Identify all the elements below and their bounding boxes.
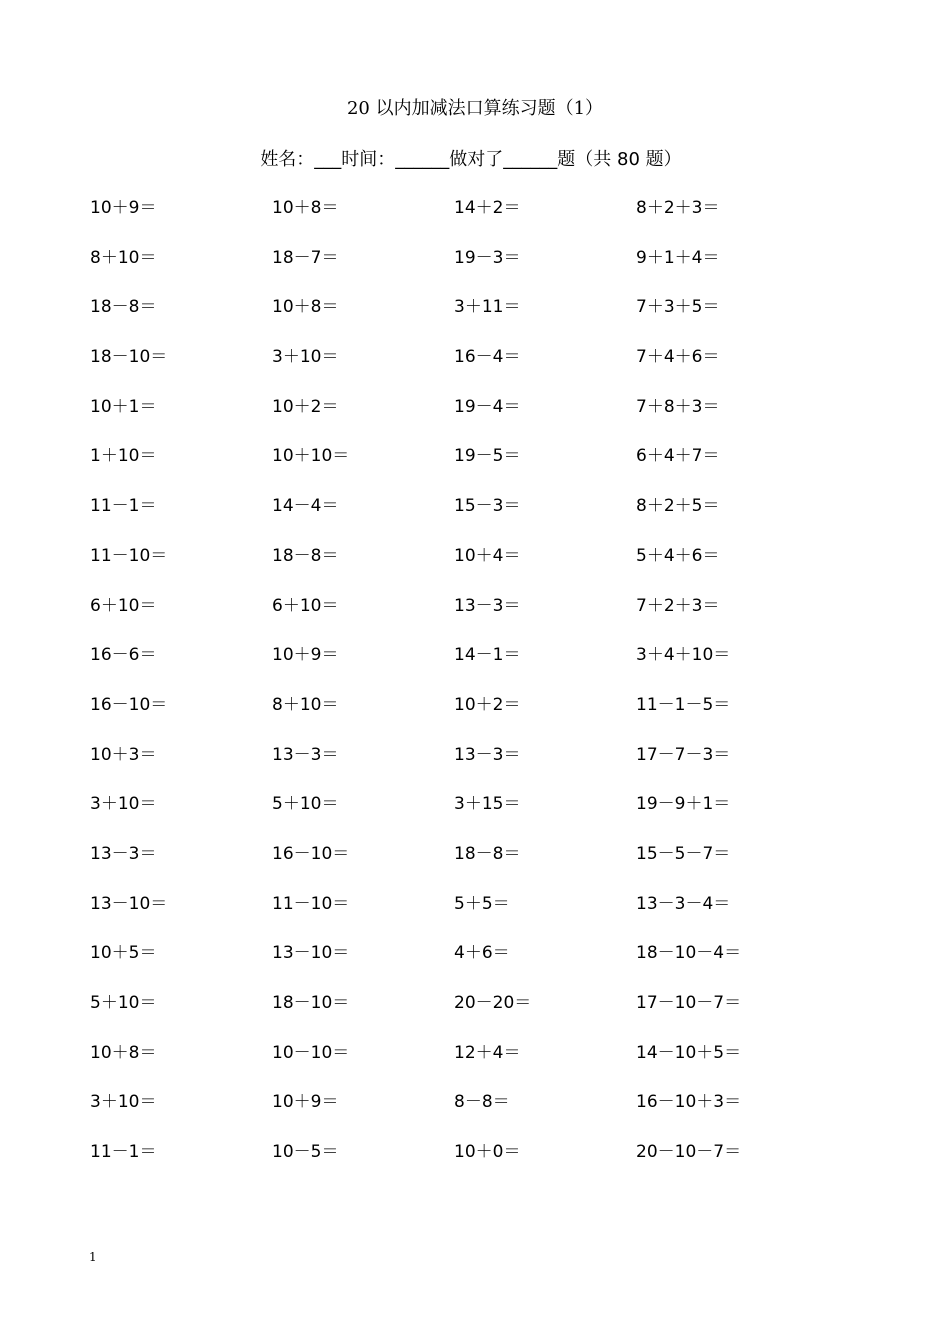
math-problem: 8＋2＋5＝ — [636, 496, 720, 517]
math-problem: 5＋5＝ — [454, 893, 510, 914]
math-problem: 16－10＝ — [90, 694, 168, 715]
math-problem: 16－4＝ — [454, 347, 521, 368]
math-problem: 18－8＝ — [454, 843, 521, 864]
math-problem: 14＋2＝ — [454, 198, 521, 218]
math-problem: 14－10＋5＝ — [636, 1042, 742, 1063]
math-problem: 10＋0＝ — [454, 1142, 521, 1163]
math-problem: 19－5＝ — [454, 446, 521, 467]
math-problem: 10＋8＝ — [272, 198, 339, 218]
math-problem: 8＋10＝ — [90, 247, 157, 268]
problem-grid — [90, 194, 818, 1188]
math-problem: 18－8＝ — [90, 297, 157, 318]
math-problem: 8＋10＝ — [272, 694, 339, 715]
math-problem: 10＋10＝ — [272, 446, 350, 467]
math-problem: 10＋9＝ — [272, 1092, 339, 1113]
math-problem: 10＋3＝ — [90, 744, 157, 765]
math-problem: 7＋3＋5＝ — [636, 297, 720, 318]
math-problem: 18－10＝ — [90, 347, 168, 368]
math-problem: 17－7－3＝ — [636, 744, 731, 765]
math-problem: 8－8＝ — [454, 1092, 510, 1113]
math-problem: 16－10＋3＝ — [636, 1092, 742, 1113]
math-problem: 13－10＝ — [272, 943, 350, 964]
math-problem: 7＋8＋3＝ — [636, 396, 720, 417]
math-problem: 5＋10＝ — [272, 794, 339, 815]
math-problem: 3＋15＝ — [454, 794, 521, 815]
math-problem: 14－4＝ — [272, 496, 339, 517]
math-problem: 11－10＝ — [90, 545, 168, 566]
math-problem: 3＋10＝ — [90, 1092, 157, 1113]
math-problem: 6＋4＋7＝ — [636, 446, 720, 467]
math-problem: 15－3＝ — [454, 496, 521, 517]
math-problem: 6＋10＝ — [272, 595, 339, 616]
math-problem: 4＋6＝ — [454, 943, 510, 964]
math-problem: 3＋11＝ — [454, 297, 521, 318]
math-problem: 5＋4＋6＝ — [636, 545, 720, 566]
student-info-line: 姓名：___时间：______做对了______题（共 80 题） — [260, 149, 682, 170]
math-problem: 13－3－4＝ — [636, 893, 731, 914]
math-problem: 13－10＝ — [90, 893, 168, 914]
math-problem: 10－10＝ — [272, 1042, 350, 1063]
math-problem: 10＋9＝ — [272, 645, 339, 666]
math-problem: 7＋2＋3＝ — [636, 595, 720, 616]
math-problem: 11－1＝ — [90, 496, 157, 517]
page-number: 1 — [89, 1250, 97, 1264]
math-problem: 10＋1＝ — [90, 396, 157, 417]
math-problem: 7＋4＋6＝ — [636, 347, 720, 368]
math-problem: 18－8＝ — [272, 545, 339, 566]
math-problem: 13－3＝ — [272, 744, 339, 765]
page-title: 20 以内加减法口算练习题（1） — [346, 98, 604, 119]
math-problem: 16－6＝ — [90, 645, 157, 666]
math-problem: 10＋9＝ — [90, 198, 157, 218]
math-problem: 18－7＝ — [272, 247, 339, 268]
math-problem: 19－9＋1＝ — [636, 794, 731, 815]
math-problem: 19－4＝ — [454, 396, 521, 417]
math-problem: 14－1＝ — [454, 645, 521, 666]
math-problem: 8＋2＋3＝ — [636, 198, 720, 218]
math-problem: 3＋10＝ — [90, 794, 157, 815]
math-problem: 1＋10＝ — [90, 446, 157, 467]
math-problem: 20－10－7＝ — [636, 1142, 742, 1163]
math-problem: 13－3＝ — [454, 744, 521, 765]
math-problem: 10＋2＝ — [454, 694, 521, 715]
math-problem: 5＋10＝ — [90, 993, 157, 1013]
math-problem: 20－20＝ — [454, 993, 532, 1013]
math-problem: 10＋8＝ — [90, 1042, 157, 1063]
math-problem: 11－10＝ — [272, 893, 350, 914]
math-problem: 13－3＝ — [90, 843, 157, 864]
math-problem: 17－10－7＝ — [636, 993, 742, 1013]
math-problem: 11－1－5＝ — [636, 694, 731, 715]
math-problem: 3＋4＋10＝ — [636, 645, 731, 666]
math-problem: 16－10＝ — [272, 843, 350, 864]
math-problem: 12＋4＝ — [454, 1042, 521, 1063]
math-problem: 13－3＝ — [454, 595, 521, 616]
math-problem: 18－10＝ — [272, 993, 350, 1013]
math-problem: 11－1＝ — [90, 1142, 157, 1163]
math-problem: 6＋10＝ — [90, 595, 157, 616]
math-problem: 15－5－7＝ — [636, 843, 731, 864]
math-problem: 9＋1＋4＝ — [636, 247, 720, 268]
math-problem: 19－3＝ — [454, 247, 521, 268]
math-problem: 10＋4＝ — [454, 545, 521, 566]
math-problem: 10＋5＝ — [90, 943, 157, 964]
math-problem: 10＋8＝ — [272, 297, 339, 318]
math-problem: 18－10－4＝ — [636, 943, 742, 964]
math-problem: 10＋2＝ — [272, 396, 339, 417]
math-problem: 10－5＝ — [272, 1142, 339, 1163]
math-problem: 3＋10＝ — [272, 347, 339, 368]
